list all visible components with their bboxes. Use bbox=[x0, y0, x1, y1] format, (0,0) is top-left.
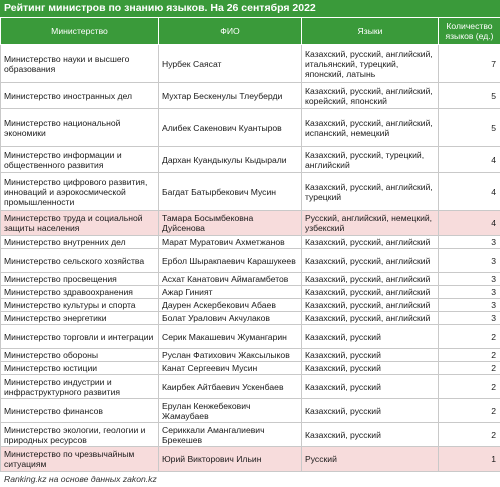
table-row bbox=[1, 299, 500, 312]
language-count-cell: 3 bbox=[439, 312, 500, 325]
language-count-cell: 2 bbox=[439, 375, 500, 399]
fio-cell: Ербол Шыракпаевич Карашукеев bbox=[159, 249, 302, 273]
language-count-cell: 3 bbox=[439, 273, 500, 286]
table-row bbox=[1, 109, 500, 147]
ministry-cell: Министерство юстиции bbox=[1, 362, 159, 375]
fio-cell: Алибек Сакенович Куантыров bbox=[159, 109, 302, 147]
ministry-cell: Министерство финансов bbox=[1, 399, 159, 423]
languages-cell: Русский, английский, немецкий, узбекский bbox=[302, 211, 439, 236]
ministry-cell: Министерство торговли и интеграции bbox=[1, 325, 159, 349]
table-row bbox=[1, 173, 500, 211]
fio-cell: Руслан Фатихович Жаксылыков bbox=[159, 349, 302, 362]
ministry-cell: Министерство экологии, геологии и природных ресурсов bbox=[1, 423, 159, 447]
language-count-cell: 4 bbox=[439, 211, 500, 236]
fio-cell: Асхат Канатович Аймагамбетов bbox=[159, 273, 302, 286]
table-row bbox=[1, 236, 500, 249]
languages-cell: Казахский, русский, английский bbox=[302, 273, 439, 286]
table-row bbox=[1, 83, 500, 109]
languages-cell: Казахский, русский, английский bbox=[302, 249, 439, 273]
fio-cell: Сериккали Амангалиевич Брекешев bbox=[159, 423, 302, 447]
language-count-cell: 2 bbox=[439, 423, 500, 447]
ministry-cell: Министерство информации и общественного развития bbox=[1, 147, 159, 173]
fio-cell: Дархан Куандыкулы Кыдырали bbox=[159, 147, 302, 173]
language-count-cell: 4 bbox=[439, 173, 500, 211]
table-row bbox=[1, 375, 500, 399]
column-header-count: Количество языков (ед.) bbox=[439, 18, 500, 45]
column-header-fio: ФИО bbox=[159, 18, 302, 45]
fio-cell: Ажар Гиният bbox=[159, 286, 302, 299]
table-row bbox=[1, 423, 500, 447]
column-header-languages: Языки bbox=[302, 18, 439, 45]
ministry-cell: Министерство обороны bbox=[1, 349, 159, 362]
language-count-cell: 3 bbox=[439, 286, 500, 299]
languages-cell: Казахский, русский, английский, испанский, немецкий bbox=[302, 109, 439, 147]
table-body bbox=[1, 45, 500, 472]
language-count-cell: 7 bbox=[439, 45, 500, 83]
languages-cell: Казахский, русский, английский, итальянский, турецкий, японский, латынь bbox=[302, 45, 439, 83]
language-count-cell: 1 bbox=[439, 447, 500, 472]
languages-cell: Казахский, русский bbox=[302, 362, 439, 375]
languages-cell: Казахский, русский, английский bbox=[302, 236, 439, 249]
ministry-cell: Министерство сельского хозяйства bbox=[1, 249, 159, 273]
ministry-cell: Министерство просвещения bbox=[1, 273, 159, 286]
table-header-row bbox=[1, 18, 500, 45]
language-count-cell: 4 bbox=[439, 147, 500, 173]
ministry-cell: Министерство культуры и спорта bbox=[1, 299, 159, 312]
table-row bbox=[1, 325, 500, 349]
language-count-cell: 5 bbox=[439, 109, 500, 147]
language-count-cell: 2 bbox=[439, 362, 500, 375]
languages-cell: Казахский, русский bbox=[302, 349, 439, 362]
language-count-cell: 2 bbox=[439, 325, 500, 349]
table-row bbox=[1, 147, 500, 173]
table-row bbox=[1, 447, 500, 472]
languages-cell: Казахский, русский bbox=[302, 423, 439, 447]
languages-cell: Казахский, русский, английский bbox=[302, 299, 439, 312]
languages-cell: Казахский, русский, английский bbox=[302, 286, 439, 299]
table-row bbox=[1, 349, 500, 362]
fio-cell: Мухтар Бескенулы Тлеуберди bbox=[159, 83, 302, 109]
fio-cell: Юрий Викторович Ильин bbox=[159, 447, 302, 472]
column-header-ministry: Министерство bbox=[1, 18, 159, 45]
ministry-cell: Министерство науки и высшего образования bbox=[1, 45, 159, 83]
table-row bbox=[1, 399, 500, 423]
table-row bbox=[1, 45, 500, 83]
language-count-cell: 3 bbox=[439, 299, 500, 312]
fio-cell: Тамара Босымбековна Дуйсенова bbox=[159, 211, 302, 236]
fio-cell: Багдат Батырбекович Мусин bbox=[159, 173, 302, 211]
language-count-cell: 2 bbox=[439, 349, 500, 362]
languages-cell: Русский bbox=[302, 447, 439, 472]
table-row bbox=[1, 312, 500, 325]
language-count-cell: 3 bbox=[439, 236, 500, 249]
ministry-cell: Министерство труда и социальной защиты населения bbox=[1, 211, 159, 236]
languages-cell: Казахский, русский bbox=[302, 325, 439, 349]
ministry-cell: Министерство энергетики bbox=[1, 312, 159, 325]
fio-cell: Марат Муратович Ахметжанов bbox=[159, 236, 302, 249]
ministry-cell: Министерство здравоохранения bbox=[1, 286, 159, 299]
table-row bbox=[1, 211, 500, 236]
languages-cell: Казахский, русский, английский, корейский, японский bbox=[302, 83, 439, 109]
fio-cell: Даурен Аскербекович Абаев bbox=[159, 299, 302, 312]
languages-cell: Казахский, русский, английский bbox=[302, 312, 439, 325]
table-row bbox=[1, 249, 500, 273]
languages-cell: Казахский, русский bbox=[302, 399, 439, 423]
ministry-cell: Министерство по чрезвычайным ситуациям bbox=[1, 447, 159, 472]
languages-cell: Казахский, русский, турецкий, английский bbox=[302, 147, 439, 173]
ministry-cell: Министерство иностранных дел bbox=[1, 83, 159, 109]
source-footer: Ranking.kz на основе данных zakon.kz bbox=[4, 474, 157, 484]
fio-cell: Каирбек Айтбаевич Ускенбаев bbox=[159, 375, 302, 399]
fio-cell: Ерулан Кенжебекович Жамаубаев bbox=[159, 399, 302, 423]
languages-cell: Казахский, русский, английский, турецкий bbox=[302, 173, 439, 211]
fio-cell: Нурбек Саясат bbox=[159, 45, 302, 83]
ranking-table bbox=[0, 17, 500, 472]
report-title: Рейтинг министров по знанию языков. На 26 сентября 2022 bbox=[0, 0, 500, 17]
language-count-cell: 3 bbox=[439, 249, 500, 273]
language-count-cell: 5 bbox=[439, 83, 500, 109]
table-row bbox=[1, 362, 500, 375]
languages-cell: Казахский, русский bbox=[302, 375, 439, 399]
fio-cell: Канат Сергеевич Мусин bbox=[159, 362, 302, 375]
ministry-cell: Министерство внутренних дел bbox=[1, 236, 159, 249]
fio-cell: Серик Макашевич Жумангарин bbox=[159, 325, 302, 349]
language-count-cell: 2 bbox=[439, 399, 500, 423]
ministry-cell: Министерство национальной экономики bbox=[1, 109, 159, 147]
table-row bbox=[1, 273, 500, 286]
ministry-cell: Министерство индустрии и инфраструктурного развития bbox=[1, 375, 159, 399]
table-row bbox=[1, 286, 500, 299]
fio-cell: Болат Уралович Акчулаков bbox=[159, 312, 302, 325]
ministry-cell: Министерство цифрового развития, инноваций и аэрокосмической промышленности bbox=[1, 173, 159, 211]
